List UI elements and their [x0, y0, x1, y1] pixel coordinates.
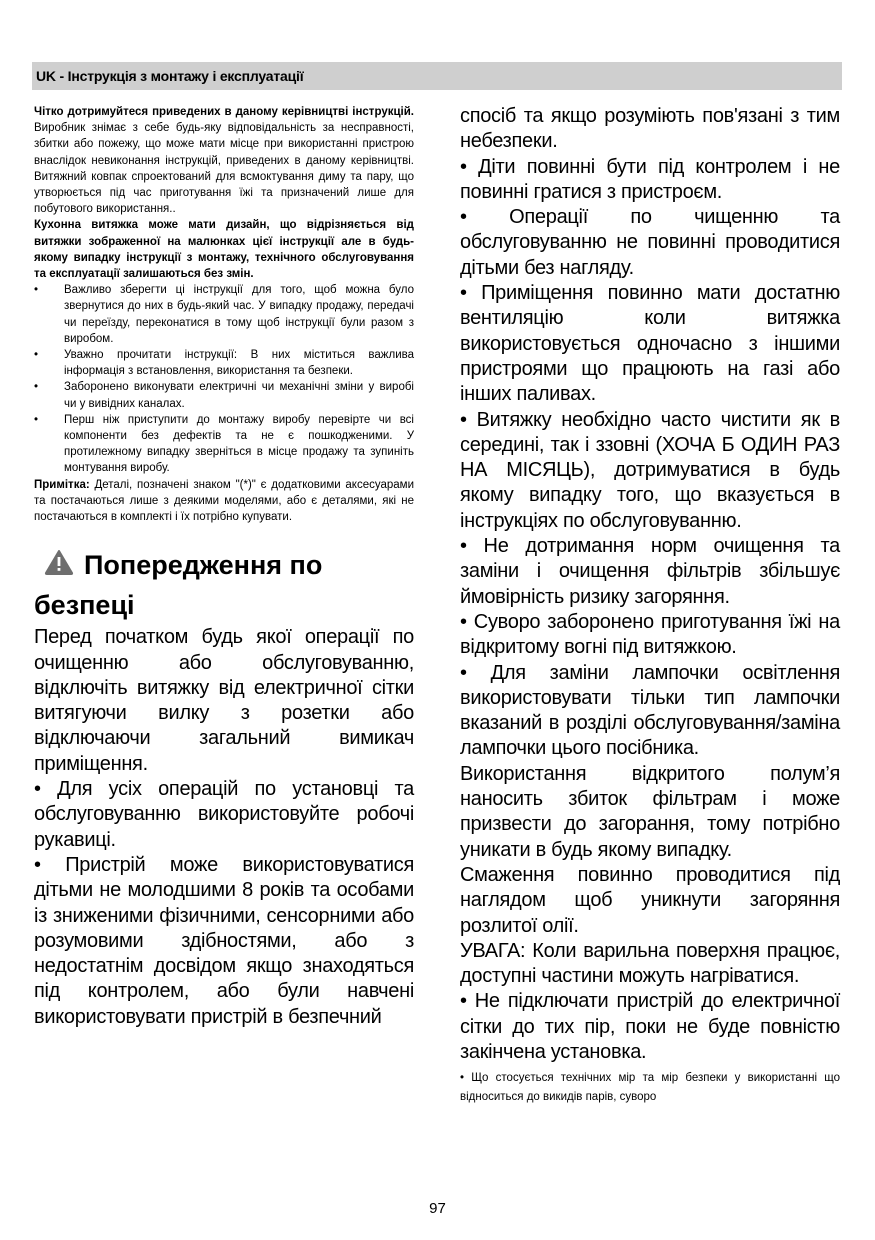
right-column [460, 104, 840, 1107]
intro-text: Виробник знімає з себе будь-яку відповідальність за несправності, збитки або пожежу, що може мати місце при використанні пристрою внаслідок невиконання інструкцій, приведених в даному керівництві. Витяжний ковпак спроектований для всмоктування диму та пару, що утворюється під час приготування їжі та призначений лише для побутового використання.. [34, 122, 414, 216]
left-column [34, 104, 414, 1030]
safety-paragraph: • Не дотримання норм очищення та заміни і очищення фільтрів збільшує ймовірність ризику загоряння. [460, 535, 840, 608]
technical-measures-paragraph: • Що стосується технічних мір та мір безпеки у використанні що відноситься до викидів парів, суворо [460, 1072, 840, 1104]
warning-title-line1: Попередження по [84, 550, 323, 581]
safety-paragraph: • Суворо заборонено приготування їжі на відкритому вогні під витяжкою. [460, 610, 840, 659]
bullet-list [34, 282, 414, 476]
list-item: • Важливо зберегти ці інструкції для того, щоб можна було звернутися до них в будь-який час. У випадку продажу, передачі чи переїзду, переконатися в тому щоб інструкції були разом з виробом. [34, 284, 414, 345]
safety-paragraph: • Для усіх операцій по установці та обслуговуванню використовуйте робочі рукавиці. [34, 778, 414, 851]
bullet-dot: • [34, 349, 39, 362]
safety-paragraph: • Пристрій може використовуватися дітьми не молодшими 8 років та особами із зниженими фізичними, сенсорними або розумовими здібностями, або з недостатнім досвідом якщо знаходяться під контролем, або були навчені використовувати пристрій в безпечний [34, 853, 414, 1028]
safety-warning-heading [34, 545, 414, 625]
note-label: Примітка: [34, 478, 90, 491]
design-bold: Кухонна витяжка може мати дизайн, що відрізняється від витяжки зображенної на малюнках цієї інструкції але в будь-якому випадку інструкції з монтажу, технічного обслуговування та експлуатації залишаються без змін. [34, 219, 414, 281]
warning-triangle-icon [44, 549, 74, 575]
safety-paragraph: Використання відкритого полум’я наносить збиток фільтрам і може призвести до загорання, тому потрібно уникати в будь якому випадку. [460, 762, 840, 861]
bullet-dot: • [34, 381, 39, 394]
note-paragraph [34, 477, 414, 526]
safety-paragraph: • Операції по чищенню та обслуговуванню не повинні проводитися дітьми без нагляду. [460, 206, 840, 279]
list-item: • Перш ніж приступити до монтажу виробу перевірте чи всі компоненти без дефектів та не є пошкодженими. У протилежному випадку зверніться в місце продажу та зупиніть монтування виробу. [34, 413, 414, 475]
header-bar [32, 62, 842, 90]
safety-paragraph: • Приміщення повинно мати достатню вентиляцію коли витяжка використовується одночасно з іншими пристроями що працюють на газі або інших паливах. [460, 282, 840, 406]
safety-paragraph: Смаження повинно проводитися під наглядом щоб уникнути загоряння розлитої олії. [460, 863, 840, 937]
safety-paragraph: • Діти повинні бути під контролем і не повинні гратися з пристроєм. [460, 155, 840, 203]
bullet-dot: • [34, 284, 39, 297]
intro-paragraph [34, 104, 414, 217]
header-title: UK - Інструкція з монтажу і експлуатації [36, 68, 304, 84]
list-item: • Уважно прочитати інструкції: В них міститься важлива інформація з встановлення, використання та безпеки. [34, 349, 414, 378]
safety-paragraph: УВАГА: Коли варильна поверхня працює, доступні частини можуть нагріватися. [460, 939, 840, 988]
note-text: Деталі, позначені знаком "(*)" є додатковими аксесуарами та постачаються лише з деякими моделями, або є деталями, які не постачаються в комплекті і їх потрібно купувати. [34, 478, 414, 524]
intro-bold: Чітко дотримуйтеся приведених в даному керівництві інструкцій. [34, 106, 414, 118]
page-number: 97 [429, 1200, 446, 1217]
safety-paragraph: спосіб та якщо розуміють пов'язані з тим небезпеки. [460, 105, 840, 153]
safety-paragraph: • Не підключати пристрій до електричної сітки до тих пір, поки не буде повністю закінчена установка. [460, 990, 840, 1063]
safety-paragraph: • Витяжку необхідно часто чистити як в середині, так і ззовні (ХОЧА Б ОДИН РАЗ НА МІСЯЦЬ), дотримуватися в будь якому випадку того, що вказується в інструкціях по обслуговуванню. [460, 408, 840, 532]
warning-title-line2: безпеці [34, 590, 135, 621]
design-paragraph [34, 217, 414, 282]
list-item: • Заборонено виконувати електричні чи механічні зміни у виробі чи у вивідних каналах. [34, 381, 414, 410]
bullet-dot: • [34, 413, 39, 426]
safety-paragraph: • Для заміни лампочки освітлення використовувати тільки тип лампочки вказаний в розділі обслуговування/заміна лампочки цього посібника. [460, 661, 840, 760]
safety-paragraph: Перед початком будь якої операції по очищенню або обслуговуванню, відключіть витяжку від електричної сітки витягуючи вилку з розетки або відключаючи загальний вимикач приміщення. [34, 626, 414, 775]
